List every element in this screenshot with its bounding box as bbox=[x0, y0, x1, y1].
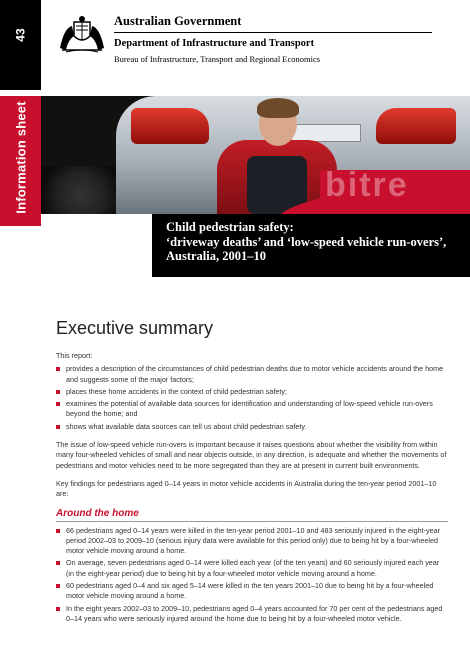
list-item: provides a description of the circumstances of child pedestrian deaths due to motor vehicle accidents around the home and suggests some of the major factors; bbox=[56, 364, 448, 385]
list-item: On average, seven pedestrians aged 0–14 were killed each year (of the ten years) and 60 seriously injured each year (in the eight-year period) due to being hit by a four-wheeled motor vehicle moving around a home. bbox=[56, 558, 448, 579]
bullet-icon bbox=[56, 529, 60, 533]
bullet-icon bbox=[56, 607, 60, 611]
bullet-icon bbox=[56, 584, 60, 588]
list-item: examines the potential of available data sources for identification and understanding of low-speed vehicle run-overs beyond the home; and bbox=[56, 399, 448, 420]
list-item: 66 pedestrians aged 0–14 years were killed in the ten-year period 2001–10 and 483 seriously injured in the eight-year period 2002–03 to 2009–10 (serious injury data were available for this period only) due to being hit by a four-wheeled motor vehicle moving around a home. bbox=[56, 526, 448, 557]
paragraph: Key findings for pedestrians aged 0–14 years in motor vehicle accidents in Australia during the ten-year period 2001–10 are: bbox=[56, 478, 437, 499]
bullet-icon bbox=[56, 402, 60, 406]
list-item: 60 pedestrians aged 0–4 and six aged 5–14 were killed in the ten years 2001–10 due to being hit by a four-wheeled motor vehicle moving around a home. bbox=[56, 581, 448, 602]
bitre-watermark: bitre bbox=[325, 166, 409, 204]
findings-list bbox=[56, 526, 448, 625]
bullet-icon bbox=[56, 425, 60, 429]
sidebar bbox=[0, 0, 41, 665]
coat-of-arms-icon bbox=[56, 14, 108, 54]
paragraph: The issue of low-speed vehicle run-overs is important because it raises questions about whether the visibility from within many four-wheeled vehicles of small and near objects outside, in any direction, is adequate and whether the movements of pedestrians and motor vehicles need to be more segregated than they are at present in current built environments. bbox=[56, 440, 447, 470]
issue-number: 43 bbox=[13, 28, 28, 42]
section-divider bbox=[56, 521, 448, 522]
header-divider bbox=[114, 32, 432, 33]
department-title: Department of Infrastructure and Transport bbox=[114, 38, 315, 49]
title-line-1: Child pedestrian safety: bbox=[166, 220, 294, 234]
intro-text: This report: bbox=[56, 351, 93, 360]
list-item: places these home accidents in the context of child pedestrian safety; bbox=[56, 387, 448, 397]
title-line-3: Australia, 2001–10 bbox=[166, 249, 266, 263]
government-title: Australian Government bbox=[114, 14, 242, 28]
bullet-icon bbox=[56, 367, 60, 371]
main-content bbox=[56, 318, 448, 626]
list-item: In the eight years 2002–03 to 2009–10, pedestrians aged 0–4 years accounted for 70 per cent of the pedestrians aged 0–14 years who were seriously injured around the home due to being hit by a four-wheeled motor vehicle. bbox=[56, 604, 448, 625]
bullet-icon bbox=[56, 561, 60, 565]
bureau-title: Bureau of Infrastructure, Transport and Regional Economics bbox=[114, 54, 321, 64]
report-list bbox=[56, 364, 448, 432]
sidebar-issue-block bbox=[0, 0, 41, 90]
title-line-2: ‘driveway deaths’ and ‘low-speed vehicle run-overs’, bbox=[166, 234, 447, 249]
sidebar-label: Information sheet bbox=[13, 101, 29, 214]
list-item: shows what available data sources can tell us about child pedestrian safety. bbox=[56, 422, 448, 432]
bullet-icon bbox=[56, 390, 60, 394]
section-heading: Around the home bbox=[56, 507, 139, 519]
report-title bbox=[152, 214, 470, 277]
executive-summary-heading: Executive summary bbox=[56, 318, 214, 338]
